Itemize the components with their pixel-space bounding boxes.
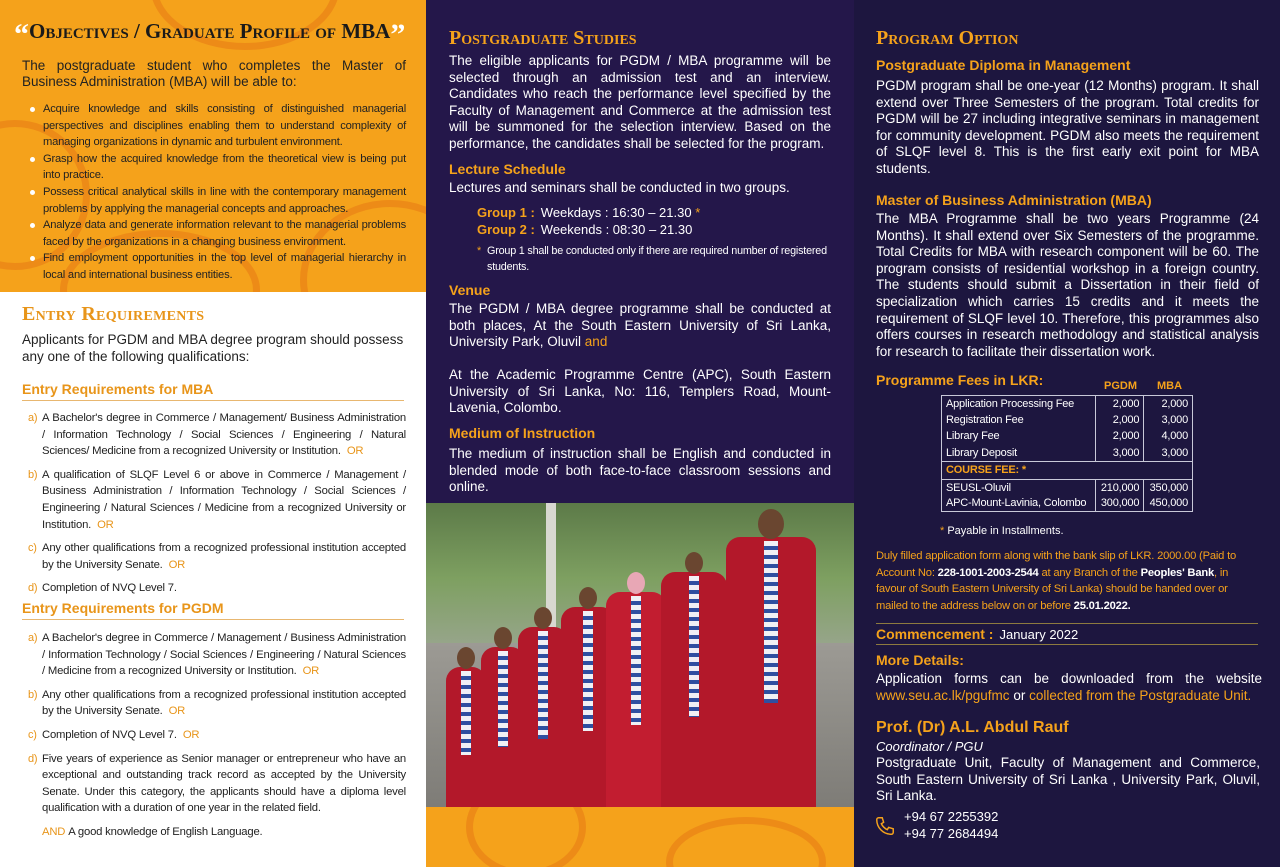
fee-mba: 3,000 xyxy=(1144,412,1193,428)
item-text: A Bachelor's degree in Commerce / Management/ Business Administration / Information Technology / Social Sciences / Engineering / Natural Sciences/ Medicine from a recognized University or Institution. xyxy=(42,412,406,458)
group-time: Weekends : 08:30 – 21.30 xyxy=(540,222,693,237)
list-item: Grasp how the acquired knowledge from the theoretical view is being put into practice. xyxy=(30,151,406,184)
mba-requirements-list xyxy=(22,410,406,604)
phone-numbers xyxy=(904,808,998,842)
graduate-stole xyxy=(583,611,593,731)
mba-heading: Master of Business Administration (MBA) xyxy=(876,192,1152,208)
postgraduate-studies-title: Postgraduate Studies xyxy=(449,27,637,49)
group-1-schedule xyxy=(477,205,700,220)
apply-text: at any Branch of the xyxy=(1041,566,1138,579)
commencement-value: January 2022 xyxy=(999,627,1079,642)
item-label: d) xyxy=(28,582,38,595)
more-details-text xyxy=(876,671,1262,704)
contact-name: Prof. (Dr) A.L. Abdul Rauf xyxy=(876,719,1069,736)
pgdm-column-header: PGDM xyxy=(1104,380,1137,392)
fee-item: SEUSL-Oluvil xyxy=(942,479,1096,495)
group-note xyxy=(477,243,830,275)
group-time: Weekdays : 16:30 – 21.30 xyxy=(540,205,692,220)
venue-text-1 xyxy=(449,301,831,351)
phone-number-1[interactable]: +94 67 2255392 xyxy=(904,809,999,824)
item-text: Completion of NVQ Level 7. xyxy=(42,728,177,741)
or-label: OR xyxy=(97,518,114,531)
table-row xyxy=(942,428,1193,444)
apply-text: Duly filled application form along with the bank slip of LKR. 2000.00 (Paid to Account No: xyxy=(876,550,1237,579)
or-label: OR xyxy=(168,705,186,718)
graduate-stole xyxy=(631,596,641,725)
graduate-head xyxy=(579,587,597,609)
fee-pgdm: 2,000 xyxy=(1095,396,1144,412)
graduate-head xyxy=(685,552,703,574)
pgdm-requirements-list xyxy=(22,630,406,848)
contact-address: Postgraduate Unit, Faculty of Management and Commerce, South Eastern University of Sri Lanka , University Park, Oluvil, Sri Lanka. xyxy=(876,755,1260,804)
item-label: d) xyxy=(28,752,38,765)
item-text: Five years of experience as Senior manager or entrepreneur who have an exceptional and outstanding track record as accepted by the University Senate. Under this category, the applicants should have a diploma level qualification with a duration of one year in the related field. xyxy=(42,752,406,815)
graduate-figure xyxy=(726,537,816,807)
close-quote: ” xyxy=(390,18,406,51)
website-link[interactable]: www.seu.ac.lk/pgufmc xyxy=(876,687,1010,703)
contact-role: Coordinator / PGU xyxy=(876,739,983,754)
table-row xyxy=(942,479,1193,495)
item-text: Completion of NVQ Level 7. xyxy=(42,582,177,595)
list-item: Possess critical analytical skills in line with the contemporary management problems by applying the managerial concepts and approaches. xyxy=(30,184,406,217)
installments-note xyxy=(940,525,1064,537)
list-item: Acquire knowledge and skills consisting of distinguished managerial perspectives and disciplines enabling them to understand complexity of managing organizations in dynamic and turbulent environment. xyxy=(30,101,406,151)
item-label: c) xyxy=(28,542,37,555)
right-column xyxy=(854,0,1280,867)
or-label: OR xyxy=(302,665,320,678)
item-text: A good knowledge of English Language. xyxy=(68,825,263,838)
graduate-figure xyxy=(446,667,486,807)
middle-column xyxy=(426,0,854,867)
graduate-stole xyxy=(498,651,508,747)
asterisk: * xyxy=(940,525,945,537)
commencement-label: Commencement : xyxy=(876,626,994,642)
item-label: c) xyxy=(28,728,37,741)
list-item: Analyze data and generate information relevant to the managerial problems faced by the organizations in a changing business environment. xyxy=(30,217,406,250)
objectives-title xyxy=(14,18,405,52)
fee-pgdm: 3,000 xyxy=(1095,445,1144,461)
commencement-row xyxy=(876,623,1258,645)
lecture-schedule-text: Lectures and seminars shall be conducted in two groups. xyxy=(449,180,790,195)
or-label: OR xyxy=(168,558,186,571)
graduate-figure xyxy=(606,592,666,807)
or-text: or xyxy=(1013,687,1026,703)
phone-number-2[interactable]: +94 77 2684494 xyxy=(904,826,999,841)
course-fee-label: COURSE FEE: * xyxy=(942,461,1193,479)
list-item xyxy=(22,540,406,573)
item-label: a) xyxy=(28,412,38,424)
fee-pgdm: 2,000 xyxy=(1095,428,1144,444)
item-text: Any other qualifications from a recognized professional institution accepted by the University Senate. xyxy=(42,542,406,571)
pgdm-heading: Postgraduate Diploma in Management xyxy=(876,57,1131,73)
medium-text: The medium of instruction shall be English and conducted in blended mode of both face-to-face classroom sessions and online. xyxy=(449,446,831,495)
or-label: OR xyxy=(346,445,364,458)
note-text: Group 1 shall be conducted only if there are required number of registered students. xyxy=(487,245,827,273)
apply-text: , in favour of South Eastern University of Sri Lanka) should be handed over or mailed to the address below on or before xyxy=(876,566,1229,613)
list-item: Find employment opportunities in the top level of managerial hierarchy in local and international business entities. xyxy=(30,250,406,283)
bank-name: Peoples' Bank xyxy=(1140,566,1214,579)
item-text: A qualification of SLQF Level 6 or above in Commerce / Management / Business Administration / Information Technology / Social Sciences / Engineering / Natural Sciences / Medicine from a recognized University or Institution. xyxy=(42,468,406,531)
lecture-schedule-heading: Lecture Schedule xyxy=(449,161,566,177)
fee-mba: 2,000 xyxy=(1144,396,1193,412)
collect-text: collected from the Postgraduate Unit. xyxy=(1029,687,1252,703)
and-label: AND xyxy=(42,825,66,838)
fee-item: Registration Fee xyxy=(942,412,1096,428)
graduate-stole xyxy=(764,541,778,703)
item-text: Any other qualifications from a recognized professional institution accepted by the University Senate. xyxy=(42,688,406,718)
venue-sentence: The PGDM / MBA degree programme shall be conducted at both places, At the South Eastern University of Sri Lanka, University Park, Oluvil xyxy=(449,301,831,350)
group-label: Group 1 : xyxy=(477,205,535,220)
fee-mba: 450,000 xyxy=(1144,495,1193,511)
table-row xyxy=(942,396,1193,412)
fee-item: Application Processing Fee xyxy=(942,396,1096,412)
graduate-head xyxy=(457,647,475,669)
details-sentence: Application forms can be downloaded from the website xyxy=(876,671,1262,686)
installments-text: Payable in Installments. xyxy=(947,525,1064,537)
open-quote: “ xyxy=(14,18,29,51)
decor-swirl xyxy=(666,817,826,867)
item-text: A Bachelor's degree in Commerce / Management / Business Administration / Information Technology / Social Sciences / Engineering / Natural Sciences / Medicine from a recognized University or Institution. xyxy=(42,632,406,678)
fee-item: Library Deposit xyxy=(942,445,1096,461)
table-row xyxy=(942,412,1193,428)
table-row xyxy=(942,495,1193,511)
graduate-head xyxy=(627,572,645,594)
entry-intro: Applicants for PGDM and MBA degree program should possess any one of the following qualifications: xyxy=(22,332,404,364)
fee-item: APC-Mount-Lavinia, Colombo xyxy=(942,495,1096,511)
fee-mba: 4,000 xyxy=(1144,428,1193,444)
mba-column-header: MBA xyxy=(1157,380,1183,392)
course-fee-label-row xyxy=(942,461,1193,479)
item-label: b) xyxy=(28,688,38,701)
asterisk: * xyxy=(477,245,482,257)
programme-fees-heading: Programme Fees in LKR: xyxy=(876,372,1044,388)
graduate-stole xyxy=(538,631,548,739)
asterisk: * xyxy=(695,205,701,220)
fee-pgdm: 300,000 xyxy=(1095,495,1144,511)
graduate-head xyxy=(534,607,552,629)
pgdm-text: PGDM program shall be one-year (12 Months) program. It shall extend over Three Semesters of the program. Total credits for PGDM will be 27 including integrative seminars in management for community development. PGDM also meets the requirement of SLQF level 8. This is the first early exit point for MBA students. xyxy=(876,78,1259,176)
graduate-head xyxy=(758,509,784,539)
or-label: OR xyxy=(182,728,200,741)
graduate-stole xyxy=(689,576,699,717)
table-row xyxy=(942,445,1193,461)
objectives-title-text: Objectives / Graduate Profile of MBA xyxy=(29,19,391,43)
deadline-date: 25.01.2022. xyxy=(1073,600,1131,613)
left-column xyxy=(0,0,426,867)
fee-mba: 3,000 xyxy=(1144,445,1193,461)
entry-requirements-title: Entry Requirements xyxy=(22,303,205,325)
account-number: 228-1001-2003-2544 xyxy=(937,566,1039,579)
fee-mba: 350,000 xyxy=(1144,479,1193,495)
graduation-photo xyxy=(426,503,854,807)
graduate-stole xyxy=(461,671,471,755)
pgdm-requirements-heading: Entry Requirements for PGDM xyxy=(22,600,404,620)
graduate-figure xyxy=(661,572,727,807)
objectives-list xyxy=(30,101,406,284)
venue-heading: Venue xyxy=(449,282,491,298)
fee-pgdm: 2,000 xyxy=(1095,412,1144,428)
decor-swirl xyxy=(466,807,586,867)
list-item xyxy=(22,630,406,680)
phone-icon xyxy=(874,815,896,837)
list-item xyxy=(22,751,406,817)
list-item xyxy=(22,467,406,533)
group-label: Group 2 : xyxy=(477,222,535,237)
list-item xyxy=(22,727,406,744)
list-item xyxy=(22,824,406,841)
group-2-schedule xyxy=(477,222,692,237)
list-item xyxy=(22,410,406,460)
program-option-title: Program Option xyxy=(876,27,1019,49)
fee-item: Library Fee xyxy=(942,428,1096,444)
postgrad-intro: The eligible applicants for PGDM / MBA programme will be selected through an admission test and an interview. Candidates who reach the performance level specified by the Faculty of Management and Commerce at the admission test will be summoned for the selection interview. Based on the performance, the candidates shall be selected for the program. xyxy=(449,53,831,151)
fees-table xyxy=(941,395,1193,512)
application-instructions xyxy=(876,548,1260,615)
orange-footer-band xyxy=(426,807,854,867)
objectives-section xyxy=(0,0,426,292)
mba-requirements-heading: Entry Requirements for MBA xyxy=(22,381,404,401)
item-label: a) xyxy=(28,632,38,644)
mba-text: The MBA Programme shall be two years Programme (24 Months). It shall extend over Six Semesters of the programme. Total Credits for MBA with research component will be 60. The program consists of residential workshop in a foreign country. The students should submit a Dissertation in their field of specialization which carries 15 credits and it meets the requirement of SLQF level 10. Therefore, this programmes also offers courses in research methodology and statistical analysis for research to facilitate their dissertation work. xyxy=(876,211,1259,359)
medium-heading: Medium of Instruction xyxy=(449,425,596,441)
item-label: b) xyxy=(28,468,38,481)
venue-text-2: At the Academic Programme Centre (APC), South Eastern University of Sri Lanka, No: 116, Templers Road, Mount-Lavenia, Colombo. xyxy=(449,367,831,416)
list-item xyxy=(22,687,406,720)
fee-pgdm: 210,000 xyxy=(1095,479,1144,495)
graduate-head xyxy=(494,627,512,649)
list-item xyxy=(22,580,406,597)
more-details-heading: More Details: xyxy=(876,652,964,668)
and-label: and xyxy=(584,334,608,350)
objectives-intro: The postgraduate student who completes the Master of Business Administration (MBA) will be able to: xyxy=(22,58,406,89)
